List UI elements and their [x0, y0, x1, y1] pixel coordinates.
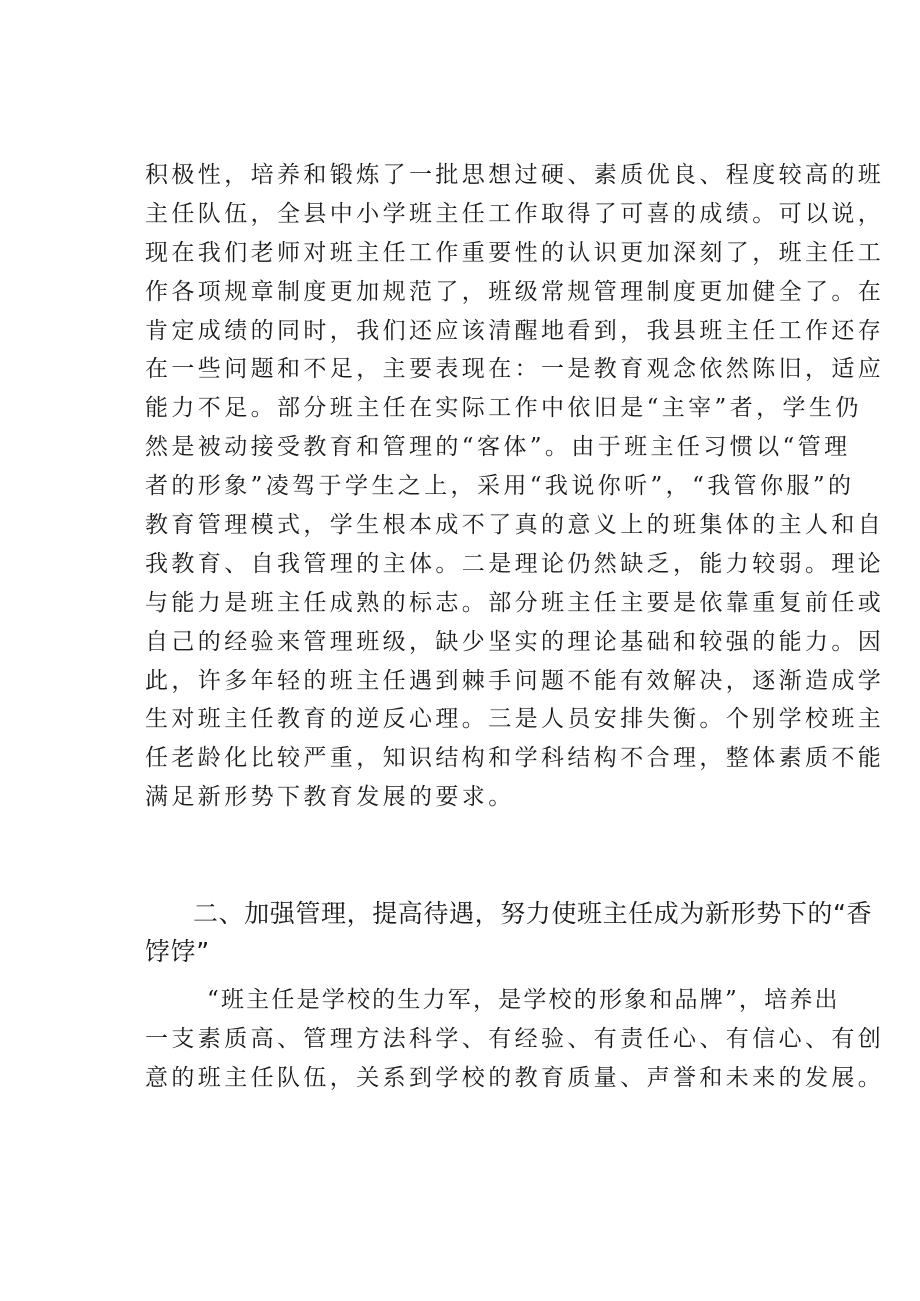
paragraph-line: 现在我们老师对班主任工作重要性的认识更加深刻了，班主任工: [145, 239, 885, 266]
paragraph-line: 肯定成绩的同时，我们还应该清醒地看到，我县班主任工作还存: [145, 317, 885, 344]
paragraph-line: 主任队伍，全县中小学班主任工作取得了可喜的成绩。可以说，: [145, 200, 885, 227]
paragraph-line: 作各项规章制度更加规范了，班级常规管理制度更加健全了。在: [145, 278, 885, 305]
paragraph-line: 者的形象”凌驾于学生之上，采用“我说你听”，“我管你服”的: [145, 473, 855, 500]
paragraph-line: 此，许多年轻的班主任遇到棘手问题不能有效解决，逐渐造成学: [145, 667, 885, 694]
section-heading: [145, 895, 873, 971]
body-paragraph-team: [145, 981, 885, 1098]
paragraph-line: 然是被动接受教育和管理的“客体”。由于班主任习惯以“管理: [145, 434, 851, 461]
paragraph-line: 能力不足。部分班主任在实际工作中依旧是“主宰”者，学生仍: [145, 395, 862, 422]
section-heading-line: 饽饽”: [145, 937, 210, 966]
paragraph-line: “班主任是学校的生力军，是学校的形象和品牌”，培养出: [207, 987, 840, 1013]
body-paragraph-problems: [145, 156, 885, 817]
paragraph-line: 满足新形势下教育发展的要求。: [145, 784, 515, 811]
paragraph-line: 任老龄化比较严重，知识结构和学科结构不合理，整体素质不能: [145, 745, 885, 772]
paragraph-line: 在一些问题和不足，主要表现在：一是教育观念依然陈旧，适应: [145, 356, 885, 383]
paragraph-line: 意的班主任队伍，关系到学校的教育质量、声誉和未来的发展。: [145, 1064, 885, 1091]
paragraph-line: 积极性，培养和锻炼了一批思想过硬、素质优良、程度较高的班: [145, 162, 885, 188]
paragraph-line: 我教育、自我管理的主体。二是理论仍然缺乏，能力较弱。理论: [145, 550, 885, 577]
paragraph-line: 教育管理模式，学生根本成不了真的意义上的班集体的主人和自: [145, 512, 885, 539]
section-heading-line: 二、加强管理，提高待遇，努力使班主任成为新形势下的“香: [193, 899, 873, 928]
paragraph-line: 生对班主任教育的逆反心理。三是人员安排失衡。个别学校班主: [145, 706, 885, 733]
paragraph-line: 一支素质高、管理方法科学、有经验、有责任心、有信心、有创: [145, 1025, 885, 1052]
paragraph-line: 自己的经验来管理班级，缺少坚实的理论基础和较强的能力。因: [145, 628, 885, 655]
paragraph-line: 与能力是班主任成熟的标志。部分班主任主要是依靠重复前任或: [145, 589, 885, 616]
